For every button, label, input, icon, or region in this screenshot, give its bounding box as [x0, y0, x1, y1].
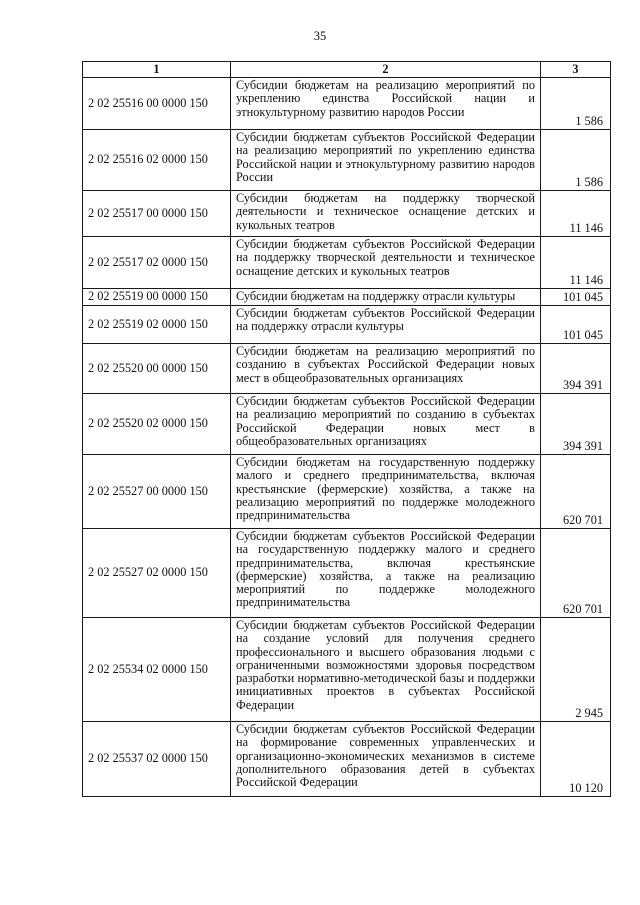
budget-code-cell: 2 02 25537 02 0000 150 [83, 722, 231, 797]
amount-cell: 620 701 [541, 455, 611, 529]
table-row [83, 78, 611, 130]
budget-code-cell: 2 02 25519 00 0000 150 [83, 289, 231, 306]
budget-code-cell: 2 02 25519 02 0000 150 [83, 306, 231, 344]
budget-code-cell: 2 02 25534 02 0000 150 [83, 618, 231, 722]
table-row [83, 529, 611, 618]
amount-cell: 1 586 [541, 130, 611, 191]
amount-cell: 2 945 [541, 618, 611, 722]
amount-cell: 394 391 [541, 394, 611, 455]
budget-code-cell: 2 02 25527 00 0000 150 [83, 455, 231, 529]
column-header-1: 1 [83, 62, 231, 78]
table-row [83, 306, 611, 344]
description-cell: Субсидии бюджетам субъектов Российской Федерации на создание условий для получения среднего профессионального и высшего образования людьми с ограниченными возможностями здоровья посредством разработки нормативно-методической базы и поддержки инициативных проектов в субъектах Российской Федерации [231, 618, 541, 722]
column-header-3: 3 [541, 62, 611, 78]
budget-code-cell: 2 02 25516 00 0000 150 [83, 78, 231, 130]
table-row [83, 618, 611, 722]
description-cell: Субсидии бюджетам на реализацию мероприятий по созданию в субъектах Российской Федерации новых мест в общеобразовательных организациях [231, 344, 541, 394]
description-cell: Субсидии бюджетам субъектов Российской Федерации на реализацию мероприятий по укреплению единства Российской нации и этнокультурному развитию народов России [231, 130, 541, 191]
budget-code-cell: 2 02 25520 00 0000 150 [83, 344, 231, 394]
table-row [83, 191, 611, 237]
table-row [83, 394, 611, 455]
amount-cell: 1 586 [541, 78, 611, 130]
table-header-row [83, 62, 611, 78]
amount-cell: 101 045 [541, 306, 611, 344]
amount-cell: 11 146 [541, 237, 611, 289]
table-row [83, 722, 611, 797]
amount-cell: 101 045 [541, 289, 611, 306]
amount-cell: 10 120 [541, 722, 611, 797]
table-row [83, 455, 611, 529]
column-header-2: 2 [231, 62, 541, 78]
amount-cell: 620 701 [541, 529, 611, 618]
table-row [83, 130, 611, 191]
budget-code-cell: 2 02 25516 02 0000 150 [83, 130, 231, 191]
budget-table [82, 61, 611, 797]
description-cell: Субсидии бюджетам субъектов Российской Федерации на государственную поддержку малого и среднего предпринимательства, включая крестьянские (фермерские) хозяйства, а также на реализацию мероприятий по поддержке молодежного предпринимательства [231, 529, 541, 618]
description-cell: Субсидии бюджетам субъектов Российской Федерации на формирование современных управленческих и организационно-экономических механизмов в системе дополнительного образования детей в субъектах Российской Федерации [231, 722, 541, 797]
description-cell: Субсидии бюджетам на поддержку творческой деятельности и техническое оснащение детских и кукольных театров [231, 191, 541, 237]
description-cell: Субсидии бюджетам субъектов Российской Федерации на поддержку творческой деятельности и техническое оснащение детских и кукольных театров [231, 237, 541, 289]
amount-cell: 394 391 [541, 344, 611, 394]
budget-code-cell: 2 02 25520 02 0000 150 [83, 394, 231, 455]
description-cell: Субсидии бюджетам на государственную поддержку малого и среднего предпринимательства, включая крестьянские (фермерские) хозяйства, а также на реализацию мероприятий по поддержке молодежного предпринимательства [231, 455, 541, 529]
budget-code-cell: 2 02 25517 00 0000 150 [83, 191, 231, 237]
table-row [83, 344, 611, 394]
description-cell: Субсидии бюджетам на реализацию мероприятий по укреплению единства Российской нации и этнокультурному развитию народов России [231, 78, 541, 130]
budget-code-cell: 2 02 25527 02 0000 150 [83, 529, 231, 618]
amount-cell: 11 146 [541, 191, 611, 237]
page-number: 35 [313, 29, 327, 43]
budget-code-cell: 2 02 25517 02 0000 150 [83, 237, 231, 289]
table-row [83, 237, 611, 289]
table-row [83, 289, 611, 306]
description-cell: Субсидии бюджетам на поддержку отрасли культуры [231, 289, 541, 306]
description-cell: Субсидии бюджетам субъектов Российской Федерации на реализацию мероприятий по созданию в субъектах Российской Федерации новых мест в общеобразовательных организациях [231, 394, 541, 455]
description-cell: Субсидии бюджетам субъектов Российской Федерации на поддержку отрасли культуры [231, 306, 541, 344]
